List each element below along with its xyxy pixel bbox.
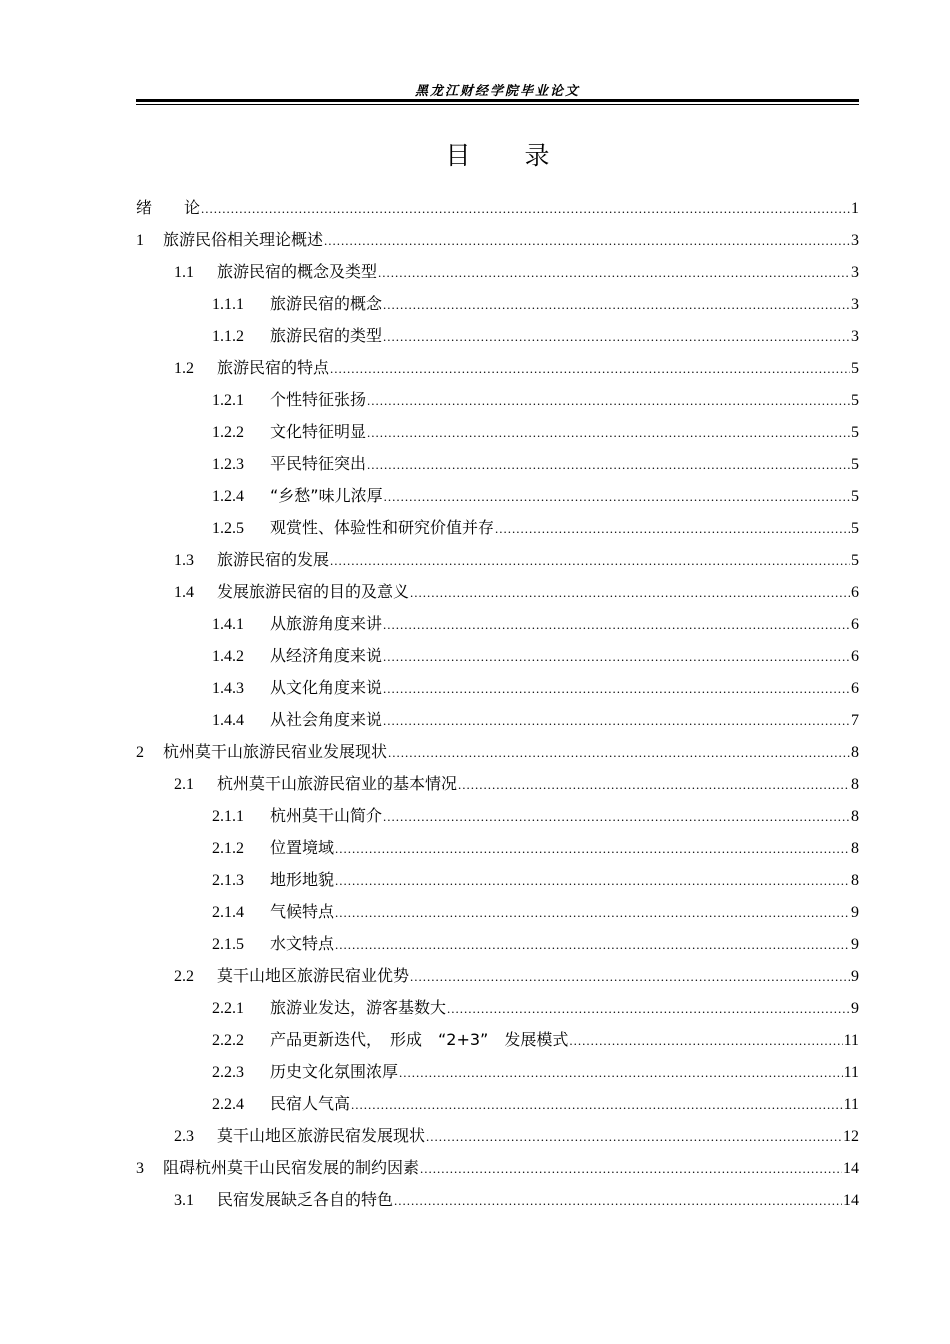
toc-leader-dots bbox=[324, 225, 850, 257]
toc-entry-label: 发展旅游民宿的目的及意义 bbox=[217, 582, 410, 601]
toc-entry[interactable] bbox=[136, 672, 859, 704]
toc-entry-label: 莫干山地区旅游民宿发展现状 bbox=[217, 1126, 426, 1145]
toc-entry-number: 1 bbox=[136, 232, 144, 249]
toc-leader-dots bbox=[201, 193, 850, 225]
toc-entry-page: 6 bbox=[851, 584, 859, 601]
toc-entry-page: 5 bbox=[851, 424, 859, 441]
toc-entry[interactable] bbox=[136, 224, 859, 256]
toc-entry-number: 2.3 bbox=[174, 1128, 194, 1145]
toc-entry-number: 1.4.2 bbox=[212, 648, 244, 665]
toc-leader-dots bbox=[383, 609, 850, 641]
toc-entry[interactable] bbox=[136, 320, 859, 352]
toc-entry[interactable] bbox=[136, 1024, 859, 1056]
toc-entry-label: 旅游民宿的概念 bbox=[270, 294, 383, 313]
toc-entry-page: 8 bbox=[851, 840, 859, 857]
toc-entry[interactable] bbox=[136, 864, 859, 896]
toc-entry-number: 1.4.3 bbox=[212, 680, 244, 697]
toc-entry-page: 5 bbox=[851, 392, 859, 409]
toc-entry-label: 旅游民宿的特点 bbox=[217, 358, 330, 377]
toc-entry-number: 1.2.3 bbox=[212, 456, 244, 473]
running-header: 黑龙江财经学院毕业论文 bbox=[414, 84, 580, 99]
toc-entry-label: 杭州莫干山简介 bbox=[270, 806, 383, 825]
toc-entry[interactable] bbox=[136, 992, 859, 1024]
toc-entry-label: 旅游民宿的发展 bbox=[217, 550, 330, 569]
toc-entry[interactable] bbox=[136, 288, 859, 320]
toc-entry-page: 1 bbox=[851, 200, 859, 217]
toc-entry-page: 5 bbox=[851, 360, 859, 377]
toc-leader-dots bbox=[383, 321, 850, 353]
toc-leader-dots bbox=[384, 481, 850, 513]
toc-entry[interactable] bbox=[136, 384, 859, 416]
toc-entry-number: 3.1 bbox=[174, 1192, 194, 1209]
toc-leader-dots bbox=[458, 769, 850, 801]
toc-entry-number: 2.1.4 bbox=[212, 904, 244, 921]
toc-leader-dots bbox=[426, 1121, 842, 1153]
toc-entry-label: 旅游民宿的概念及类型 bbox=[217, 262, 378, 281]
toc-entry-number: 1.2.1 bbox=[212, 392, 244, 409]
toc-entry[interactable] bbox=[136, 928, 859, 960]
toc-entry[interactable] bbox=[136, 448, 859, 480]
toc-entry-number: 1.4.4 bbox=[212, 712, 244, 729]
toc-entry-label: 平民特征突出 bbox=[270, 454, 367, 473]
toc-heading-char-2: 录 bbox=[524, 141, 550, 170]
toc-entry[interactable] bbox=[136, 512, 859, 544]
toc-entry[interactable] bbox=[136, 960, 859, 992]
toc-leader-dots bbox=[335, 929, 850, 961]
toc-entry-number: 1.3 bbox=[174, 552, 194, 569]
toc-leader-dots bbox=[447, 993, 850, 1025]
toc-leader-dots bbox=[330, 353, 850, 385]
toc-entry[interactable] bbox=[136, 1088, 859, 1120]
toc-entry-number: 1.2.5 bbox=[212, 520, 244, 537]
toc-entry-page: 5 bbox=[851, 488, 859, 505]
toc-leader-dots bbox=[335, 865, 850, 897]
toc-leader-dots bbox=[383, 641, 850, 673]
toc-entry[interactable] bbox=[136, 1184, 859, 1216]
toc-entry[interactable] bbox=[136, 576, 859, 608]
toc-entry-number: 1.2.2 bbox=[212, 424, 244, 441]
toc-leader-dots bbox=[367, 449, 850, 481]
toc-entry-number: 1.1.1 bbox=[212, 296, 244, 313]
toc-entry-page: 9 bbox=[851, 936, 859, 953]
toc-entry-page: 8 bbox=[851, 744, 859, 761]
toc-leader-dots bbox=[495, 513, 850, 545]
toc-entry-page: 3 bbox=[851, 296, 859, 313]
toc-entry[interactable] bbox=[136, 544, 859, 576]
toc-entry[interactable] bbox=[136, 1120, 859, 1152]
toc-leader-dots bbox=[383, 705, 850, 737]
toc-entry-number: 2.1.5 bbox=[212, 936, 244, 953]
toc-entry-label: 旅游民俗相关理论概述 bbox=[163, 230, 324, 249]
toc-entry-page: 3 bbox=[851, 232, 859, 249]
toc-entry-label: 民宿发展缺乏各自的特色 bbox=[217, 1190, 394, 1209]
toc-heading-char-1: 目 bbox=[445, 141, 471, 170]
table-of-contents bbox=[136, 192, 859, 1216]
toc-entry-page: 11 bbox=[843, 1064, 859, 1081]
toc-entry[interactable] bbox=[136, 800, 859, 832]
toc-entry-number: 2.1 bbox=[174, 776, 194, 793]
toc-leader-dots bbox=[367, 417, 850, 449]
toc-leader-dots bbox=[383, 289, 850, 321]
toc-entry-label: 地形地貌 bbox=[270, 870, 335, 889]
toc-leader-dots bbox=[378, 257, 850, 289]
toc-entry-page: 8 bbox=[851, 808, 859, 825]
toc-entry-label: 气候特点 bbox=[270, 902, 335, 921]
toc-entry-page: 11 bbox=[843, 1032, 859, 1049]
toc-entry-label: 水文特点 bbox=[270, 934, 335, 953]
toc-entry-label: 旅游业发达，游客基数大 bbox=[270, 998, 447, 1017]
toc-entry-label: 个性特征张扬 bbox=[270, 390, 367, 409]
toc-entry[interactable] bbox=[136, 192, 859, 224]
toc-leader-dots bbox=[335, 833, 850, 865]
toc-entry-number: 2.2.4 bbox=[212, 1096, 244, 1113]
toc-entry-number: 2.2.3 bbox=[212, 1064, 244, 1081]
toc-entry-label: 文化特征明显 bbox=[270, 422, 367, 441]
toc-entry-label: 从文化角度来说 bbox=[270, 678, 383, 697]
toc-entry-number: 1.2.4 bbox=[212, 488, 244, 505]
toc-entry[interactable] bbox=[136, 608, 859, 640]
toc-entry-number: 1.4 bbox=[174, 584, 194, 601]
toc-entry[interactable] bbox=[136, 736, 859, 768]
toc-leader-dots bbox=[383, 801, 850, 833]
toc-entry[interactable] bbox=[136, 352, 859, 384]
toc-entry-page: 9 bbox=[851, 1000, 859, 1017]
toc-entry-label: 观赏性、体验性和研究价值并存 bbox=[270, 518, 495, 537]
toc-entry-page: 3 bbox=[851, 264, 859, 281]
toc-entry-label: 历史文化氛围浓厚 bbox=[270, 1062, 399, 1081]
toc-entry-number: 2 bbox=[136, 744, 144, 761]
header-rule-thick bbox=[136, 99, 859, 102]
toc-entry-label: 从旅游角度来讲 bbox=[270, 614, 383, 633]
toc-entry-page: 14 bbox=[843, 1192, 859, 1209]
toc-entry-page: 11 bbox=[843, 1096, 859, 1113]
toc-entry-number: 2.1.2 bbox=[212, 840, 244, 857]
toc-entry[interactable] bbox=[136, 1152, 859, 1184]
toc-leader-dots bbox=[367, 385, 850, 417]
toc-entry-label: 民宿人气高 bbox=[270, 1094, 351, 1113]
toc-entry-label: 绪 论 bbox=[136, 198, 201, 217]
toc-entry-page: 14 bbox=[843, 1160, 859, 1177]
toc-entry[interactable] bbox=[136, 832, 859, 864]
toc-entry-label: 从社会角度来说 bbox=[270, 710, 383, 729]
toc-leader-dots bbox=[388, 737, 850, 769]
toc-heading bbox=[136, 136, 859, 172]
toc-leader-dots bbox=[399, 1057, 843, 1089]
toc-entry[interactable] bbox=[136, 640, 859, 672]
toc-entry-page: 9 bbox=[851, 904, 859, 921]
toc-leader-dots bbox=[410, 577, 850, 609]
toc-entry-page: 12 bbox=[843, 1128, 859, 1145]
toc-entry-number: 1.1.2 bbox=[212, 328, 244, 345]
toc-entry-number: 2.2 bbox=[174, 968, 194, 985]
toc-entry-label: 产品更新迭代， 形成 “2+3” 发展模式 bbox=[270, 1030, 569, 1049]
toc-entry-page: 8 bbox=[851, 776, 859, 793]
toc-entry-label: 杭州莫干山旅游民宿业发展现状 bbox=[163, 742, 388, 761]
toc-entry-page: 7 bbox=[851, 712, 859, 729]
toc-leader-dots bbox=[569, 1025, 842, 1057]
toc-leader-dots bbox=[420, 1153, 842, 1185]
toc-entry[interactable] bbox=[136, 256, 859, 288]
toc-entry-number: 2.2.2 bbox=[212, 1032, 244, 1049]
toc-leader-dots bbox=[335, 897, 850, 929]
toc-entry-number: 3 bbox=[136, 1160, 144, 1177]
toc-entry-number: 1.1 bbox=[174, 264, 194, 281]
toc-leader-dots bbox=[351, 1089, 843, 1121]
toc-entry-label: 旅游民宿的类型 bbox=[270, 326, 383, 345]
toc-entry-label: 从经济角度来说 bbox=[270, 646, 383, 665]
toc-entry[interactable] bbox=[136, 768, 859, 800]
toc-entry-label: “乡愁”味儿浓厚 bbox=[270, 486, 383, 505]
toc-leader-dots bbox=[394, 1185, 842, 1217]
toc-leader-dots bbox=[410, 961, 850, 993]
toc-entry-label: 阻碍杭州莫干山民宿发展的制约因素 bbox=[163, 1158, 420, 1177]
toc-entry-page: 5 bbox=[851, 520, 859, 537]
toc-entry-number: 2.1.1 bbox=[212, 808, 244, 825]
toc-leader-dots bbox=[383, 673, 850, 705]
toc-entry-page: 6 bbox=[851, 680, 859, 697]
toc-entry[interactable] bbox=[136, 704, 859, 736]
toc-entry-page: 3 bbox=[851, 328, 859, 345]
toc-entry-number: 2.2.1 bbox=[212, 1000, 244, 1017]
toc-entry-page: 9 bbox=[851, 968, 859, 985]
toc-entry-page: 8 bbox=[851, 872, 859, 889]
toc-entry-number: 1.2 bbox=[174, 360, 194, 377]
toc-entry[interactable] bbox=[136, 480, 859, 512]
toc-entry-page: 6 bbox=[851, 616, 859, 633]
toc-entry-label: 杭州莫干山旅游民宿业的基本情况 bbox=[217, 774, 458, 793]
toc-entry-page: 5 bbox=[851, 552, 859, 569]
toc-entry-label: 莫干山地区旅游民宿业优势 bbox=[217, 966, 410, 985]
toc-entry-number: 1.4.1 bbox=[212, 616, 244, 633]
header-rule-thin bbox=[136, 104, 859, 105]
toc-entry-page: 6 bbox=[851, 648, 859, 665]
toc-entry-label: 位置境域 bbox=[270, 838, 335, 857]
toc-entry-number: 2.1.3 bbox=[212, 872, 244, 889]
toc-entry[interactable] bbox=[136, 1056, 859, 1088]
toc-entry-page: 5 bbox=[851, 456, 859, 473]
toc-entry[interactable] bbox=[136, 896, 859, 928]
toc-entry[interactable] bbox=[136, 416, 859, 448]
toc-leader-dots bbox=[330, 545, 850, 577]
